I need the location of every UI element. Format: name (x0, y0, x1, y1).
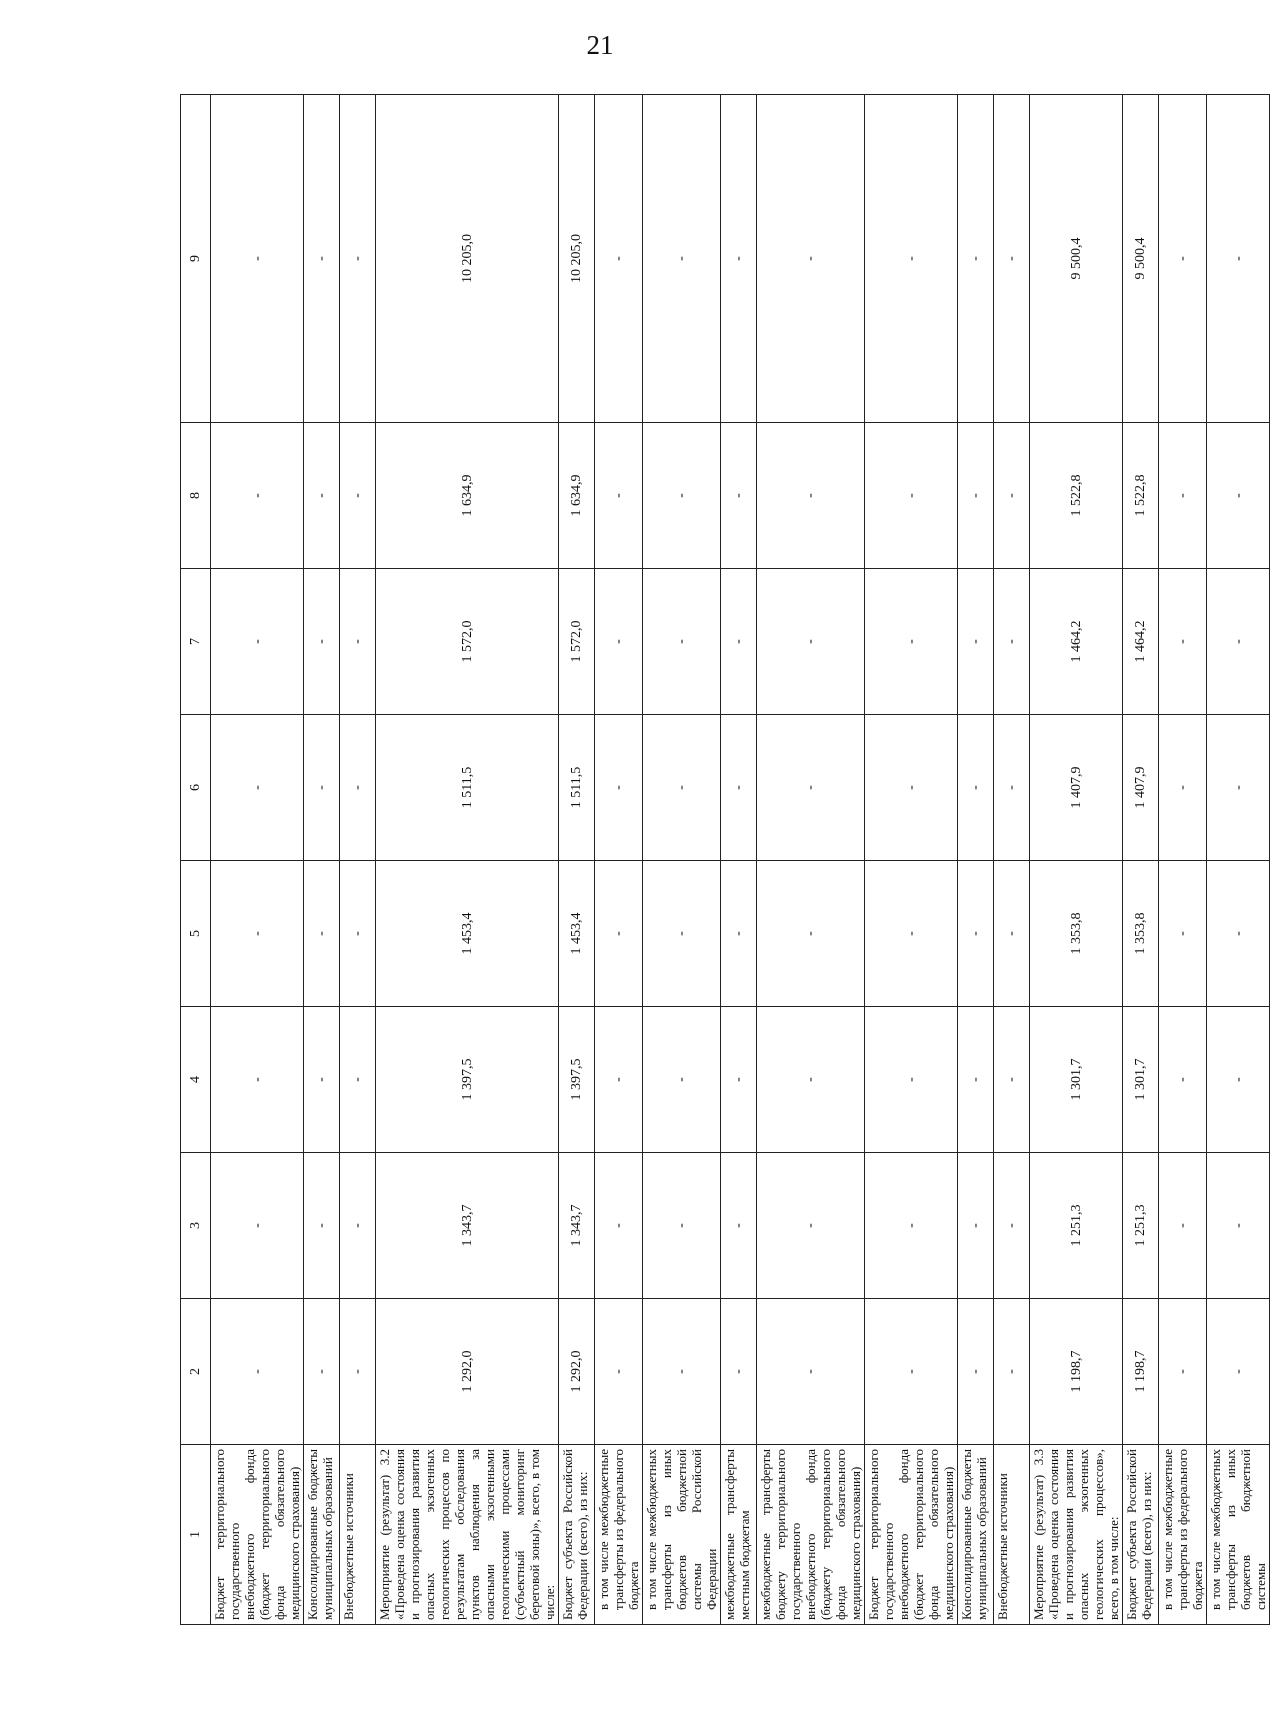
row-label: межбюджетные трансферты местным бюджетам (721, 1445, 757, 1625)
value-cell: 1 301,7 (1123, 1007, 1159, 1153)
value-cell: - (958, 569, 994, 715)
value-cell: - (865, 715, 958, 861)
value-cell: 1 511,5 (559, 715, 595, 861)
value-cell: - (865, 423, 958, 569)
table-row (304, 95, 340, 1625)
value-cell: 1 343,7 (376, 1153, 559, 1299)
header-cell: 9 (181, 95, 211, 423)
value-cell: - (757, 861, 865, 1007)
row-label: в том числе межбюджетных трансферты из иных бюджетов бюджетной системы (1207, 1445, 1270, 1625)
value-cell: 1 292,0 (376, 1299, 559, 1445)
value-cell: 1 198,7 (1030, 1299, 1123, 1445)
value-cell: - (994, 95, 1030, 423)
value-cell: 1 572,0 (559, 569, 595, 715)
value-cell: 1 572,0 (376, 569, 559, 715)
value-cell: - (757, 569, 865, 715)
value-cell: - (340, 569, 376, 715)
value-cell: 1 522,8 (1030, 423, 1123, 569)
value-cell: - (643, 1153, 721, 1299)
table-row (643, 95, 721, 1625)
value-cell: 1 343,7 (559, 1153, 595, 1299)
value-cell: - (1207, 1007, 1270, 1153)
value-cell: - (211, 861, 304, 1007)
value-cell: - (721, 95, 757, 423)
value-cell: - (721, 1153, 757, 1299)
value-cell: - (994, 569, 1030, 715)
value-cell: - (865, 1007, 958, 1153)
value-cell: - (1207, 1153, 1270, 1299)
value-cell: 1 634,9 (376, 423, 559, 569)
value-cell: - (958, 1007, 994, 1153)
value-cell: - (340, 861, 376, 1007)
value-cell: - (1159, 423, 1207, 569)
value-cell: - (994, 1007, 1030, 1153)
header-cell: 1 (181, 1445, 211, 1625)
value-cell: 1 522,8 (1123, 423, 1159, 569)
value-cell: - (340, 1153, 376, 1299)
value-cell: - (211, 715, 304, 861)
row-label: Консолидированные бюджеты муниципальных образований (304, 1445, 340, 1625)
value-cell: 1 397,5 (376, 1007, 559, 1153)
value-cell: - (211, 1299, 304, 1445)
value-cell: - (958, 423, 994, 569)
table-row (340, 95, 376, 1625)
row-label: Бюджет субъекта Российской Федерации (всего), из них: (1123, 1445, 1159, 1625)
value-cell: - (304, 861, 340, 1007)
header-cell: 8 (181, 423, 211, 569)
value-cell: - (865, 95, 958, 423)
table-row (757, 95, 865, 1625)
value-cell: 1 301,7 (1030, 1007, 1123, 1153)
value-cell: 1 407,9 (1123, 715, 1159, 861)
rotated-table-container (180, 95, 1268, 1625)
header-cell: 2 (181, 1299, 211, 1445)
value-cell: - (304, 423, 340, 569)
value-cell: - (211, 569, 304, 715)
value-cell: - (643, 1299, 721, 1445)
table-row (1207, 95, 1270, 1625)
page-number: 21 (586, 30, 614, 60)
table-row (721, 95, 757, 1625)
value-cell: - (721, 1007, 757, 1153)
row-label: Бюджет территориального государственного внебюджетного фонда (бюджет территориального фонда обязательного медицинского страхования) (865, 1445, 958, 1625)
value-cell: - (994, 423, 1030, 569)
value-cell: - (643, 95, 721, 423)
value-cell: 1 353,8 (1030, 861, 1123, 1007)
value-cell: - (721, 569, 757, 715)
value-cell: - (1159, 95, 1207, 423)
value-cell: - (340, 423, 376, 569)
value-cell: - (1159, 861, 1207, 1007)
row-label: в том числе межбюджетные трансферты из федерального бюджета (1159, 1445, 1207, 1625)
header-cell: 5 (181, 861, 211, 1007)
value-cell: 1 453,4 (376, 861, 559, 1007)
value-cell: 1 407,9 (1030, 715, 1123, 861)
value-cell: 1 198,7 (1123, 1299, 1159, 1445)
value-cell: - (304, 1299, 340, 1445)
value-cell: 10 205,0 (559, 95, 595, 423)
value-cell: - (1159, 715, 1207, 861)
value-cell: - (757, 1299, 865, 1445)
table-row (1030, 95, 1123, 1625)
value-cell: - (757, 423, 865, 569)
row-label: Мероприятие (результат) 3.2 «Проведена оценка состояния и прогнозирования развития опасных экзогенных геологических процессов по результатам обследования пунктов наблюдения за опасными экзогенными геологическими процессами (субъектный мониторинг береговой зоны)», всего, в том числе: (376, 1445, 559, 1625)
value-cell: - (643, 423, 721, 569)
value-cell: - (595, 569, 643, 715)
value-cell: - (958, 1299, 994, 1445)
value-cell: - (643, 569, 721, 715)
table-body (181, 95, 1270, 1625)
table-row (958, 95, 994, 1625)
row-label: в том числе межбюджетных трансферты из иных бюджетов бюджетной системы Российской Федерации (643, 1445, 721, 1625)
table-row (211, 95, 304, 1625)
value-cell: - (757, 715, 865, 861)
value-cell: - (1207, 569, 1270, 715)
value-cell: - (1207, 715, 1270, 861)
value-cell: - (721, 423, 757, 569)
value-cell: 9 500,4 (1123, 95, 1159, 423)
value-cell: - (865, 1153, 958, 1299)
value-cell: - (757, 1153, 865, 1299)
value-cell: 1 453,4 (559, 861, 595, 1007)
header-cell: 3 (181, 1153, 211, 1299)
value-cell: - (958, 95, 994, 423)
value-cell: - (643, 861, 721, 1007)
value-cell: - (958, 861, 994, 1007)
value-cell: - (304, 715, 340, 861)
table-row (595, 95, 643, 1625)
value-cell: - (1207, 423, 1270, 569)
value-cell: 1 353,8 (1123, 861, 1159, 1007)
value-cell: - (643, 1007, 721, 1153)
value-cell: - (994, 1299, 1030, 1445)
budget-table (180, 94, 1270, 1625)
value-cell: - (595, 423, 643, 569)
table-row (559, 95, 595, 1625)
value-cell: - (211, 1153, 304, 1299)
value-cell: - (994, 1153, 1030, 1299)
value-cell: - (304, 95, 340, 423)
row-label: межбюджетные трансферты бюджету территориального государственного внебюджетного фонда (бюджету территориального фонда обязательного медицинского страхования) (757, 1445, 865, 1625)
value-cell: - (595, 1153, 643, 1299)
value-cell: - (340, 95, 376, 423)
header-cell: 4 (181, 1007, 211, 1153)
header-cell: 6 (181, 715, 211, 861)
value-cell: - (721, 1299, 757, 1445)
value-cell: - (865, 569, 958, 715)
value-cell: 9 500,4 (1030, 95, 1123, 423)
row-label: Мероприятие (результат) 3.3 «Проведена оценка состояния и прогнозирования развития опасных экзогенных геологических процессов», всего, в том числе: (1030, 1445, 1123, 1625)
value-cell: 1 464,2 (1030, 569, 1123, 715)
value-cell: - (1159, 569, 1207, 715)
value-cell: 1 251,3 (1123, 1153, 1159, 1299)
value-cell: - (721, 861, 757, 1007)
table-row (1123, 95, 1159, 1625)
row-label: Консолидированные бюджеты муниципальных образований (958, 1445, 994, 1625)
value-cell: - (1207, 95, 1270, 423)
value-cell: - (340, 715, 376, 861)
value-cell: 1 634,9 (559, 423, 595, 569)
value-cell: - (304, 1007, 340, 1153)
value-cell: - (958, 715, 994, 861)
value-cell: - (1159, 1153, 1207, 1299)
value-cell: 10 205,0 (376, 95, 559, 423)
value-cell: - (340, 1007, 376, 1153)
table-row (994, 95, 1030, 1625)
row-label: Внебюджетные источники (340, 1445, 376, 1625)
value-cell: - (211, 423, 304, 569)
value-cell: 1 251,3 (1030, 1153, 1123, 1299)
value-cell: - (757, 1007, 865, 1153)
value-cell: - (595, 1007, 643, 1153)
value-cell: 1 292,0 (559, 1299, 595, 1445)
value-cell: - (1159, 1299, 1207, 1445)
value-cell: - (211, 95, 304, 423)
value-cell: - (994, 861, 1030, 1007)
value-cell: - (643, 715, 721, 861)
value-cell: - (1207, 861, 1270, 1007)
value-cell: - (757, 95, 865, 423)
value-cell: 1 397,5 (559, 1007, 595, 1153)
value-cell: - (595, 715, 643, 861)
value-cell: - (958, 1153, 994, 1299)
value-cell: - (721, 715, 757, 861)
header-cell: 7 (181, 569, 211, 715)
row-label: Бюджет территориального государственного внебюджетного фонда (бюджет территориального фонда обязательного медицинского страхования) (211, 1445, 304, 1625)
value-cell: - (595, 1299, 643, 1445)
value-cell: - (1207, 1299, 1270, 1445)
row-label: Внебюджетные источники (994, 1445, 1030, 1625)
header-row (181, 95, 211, 1625)
value-cell: - (340, 1299, 376, 1445)
value-cell: - (304, 1153, 340, 1299)
value-cell: - (865, 1299, 958, 1445)
table-row (376, 95, 559, 1625)
value-cell: - (865, 861, 958, 1007)
value-cell: - (595, 861, 643, 1007)
value-cell: - (211, 1007, 304, 1153)
table-row (865, 95, 958, 1625)
value-cell: - (304, 569, 340, 715)
row-label: Бюджет субъекта Российской Федерации (всего), из них: (559, 1445, 595, 1625)
value-cell: - (994, 715, 1030, 861)
value-cell: - (1159, 1007, 1207, 1153)
value-cell: 1 464,2 (1123, 569, 1159, 715)
value-cell: - (595, 95, 643, 423)
value-cell: 1 511,5 (376, 715, 559, 861)
row-label: в том числе межбюджетные трансферты из федерального бюджета (595, 1445, 643, 1625)
table-row (1159, 95, 1207, 1625)
